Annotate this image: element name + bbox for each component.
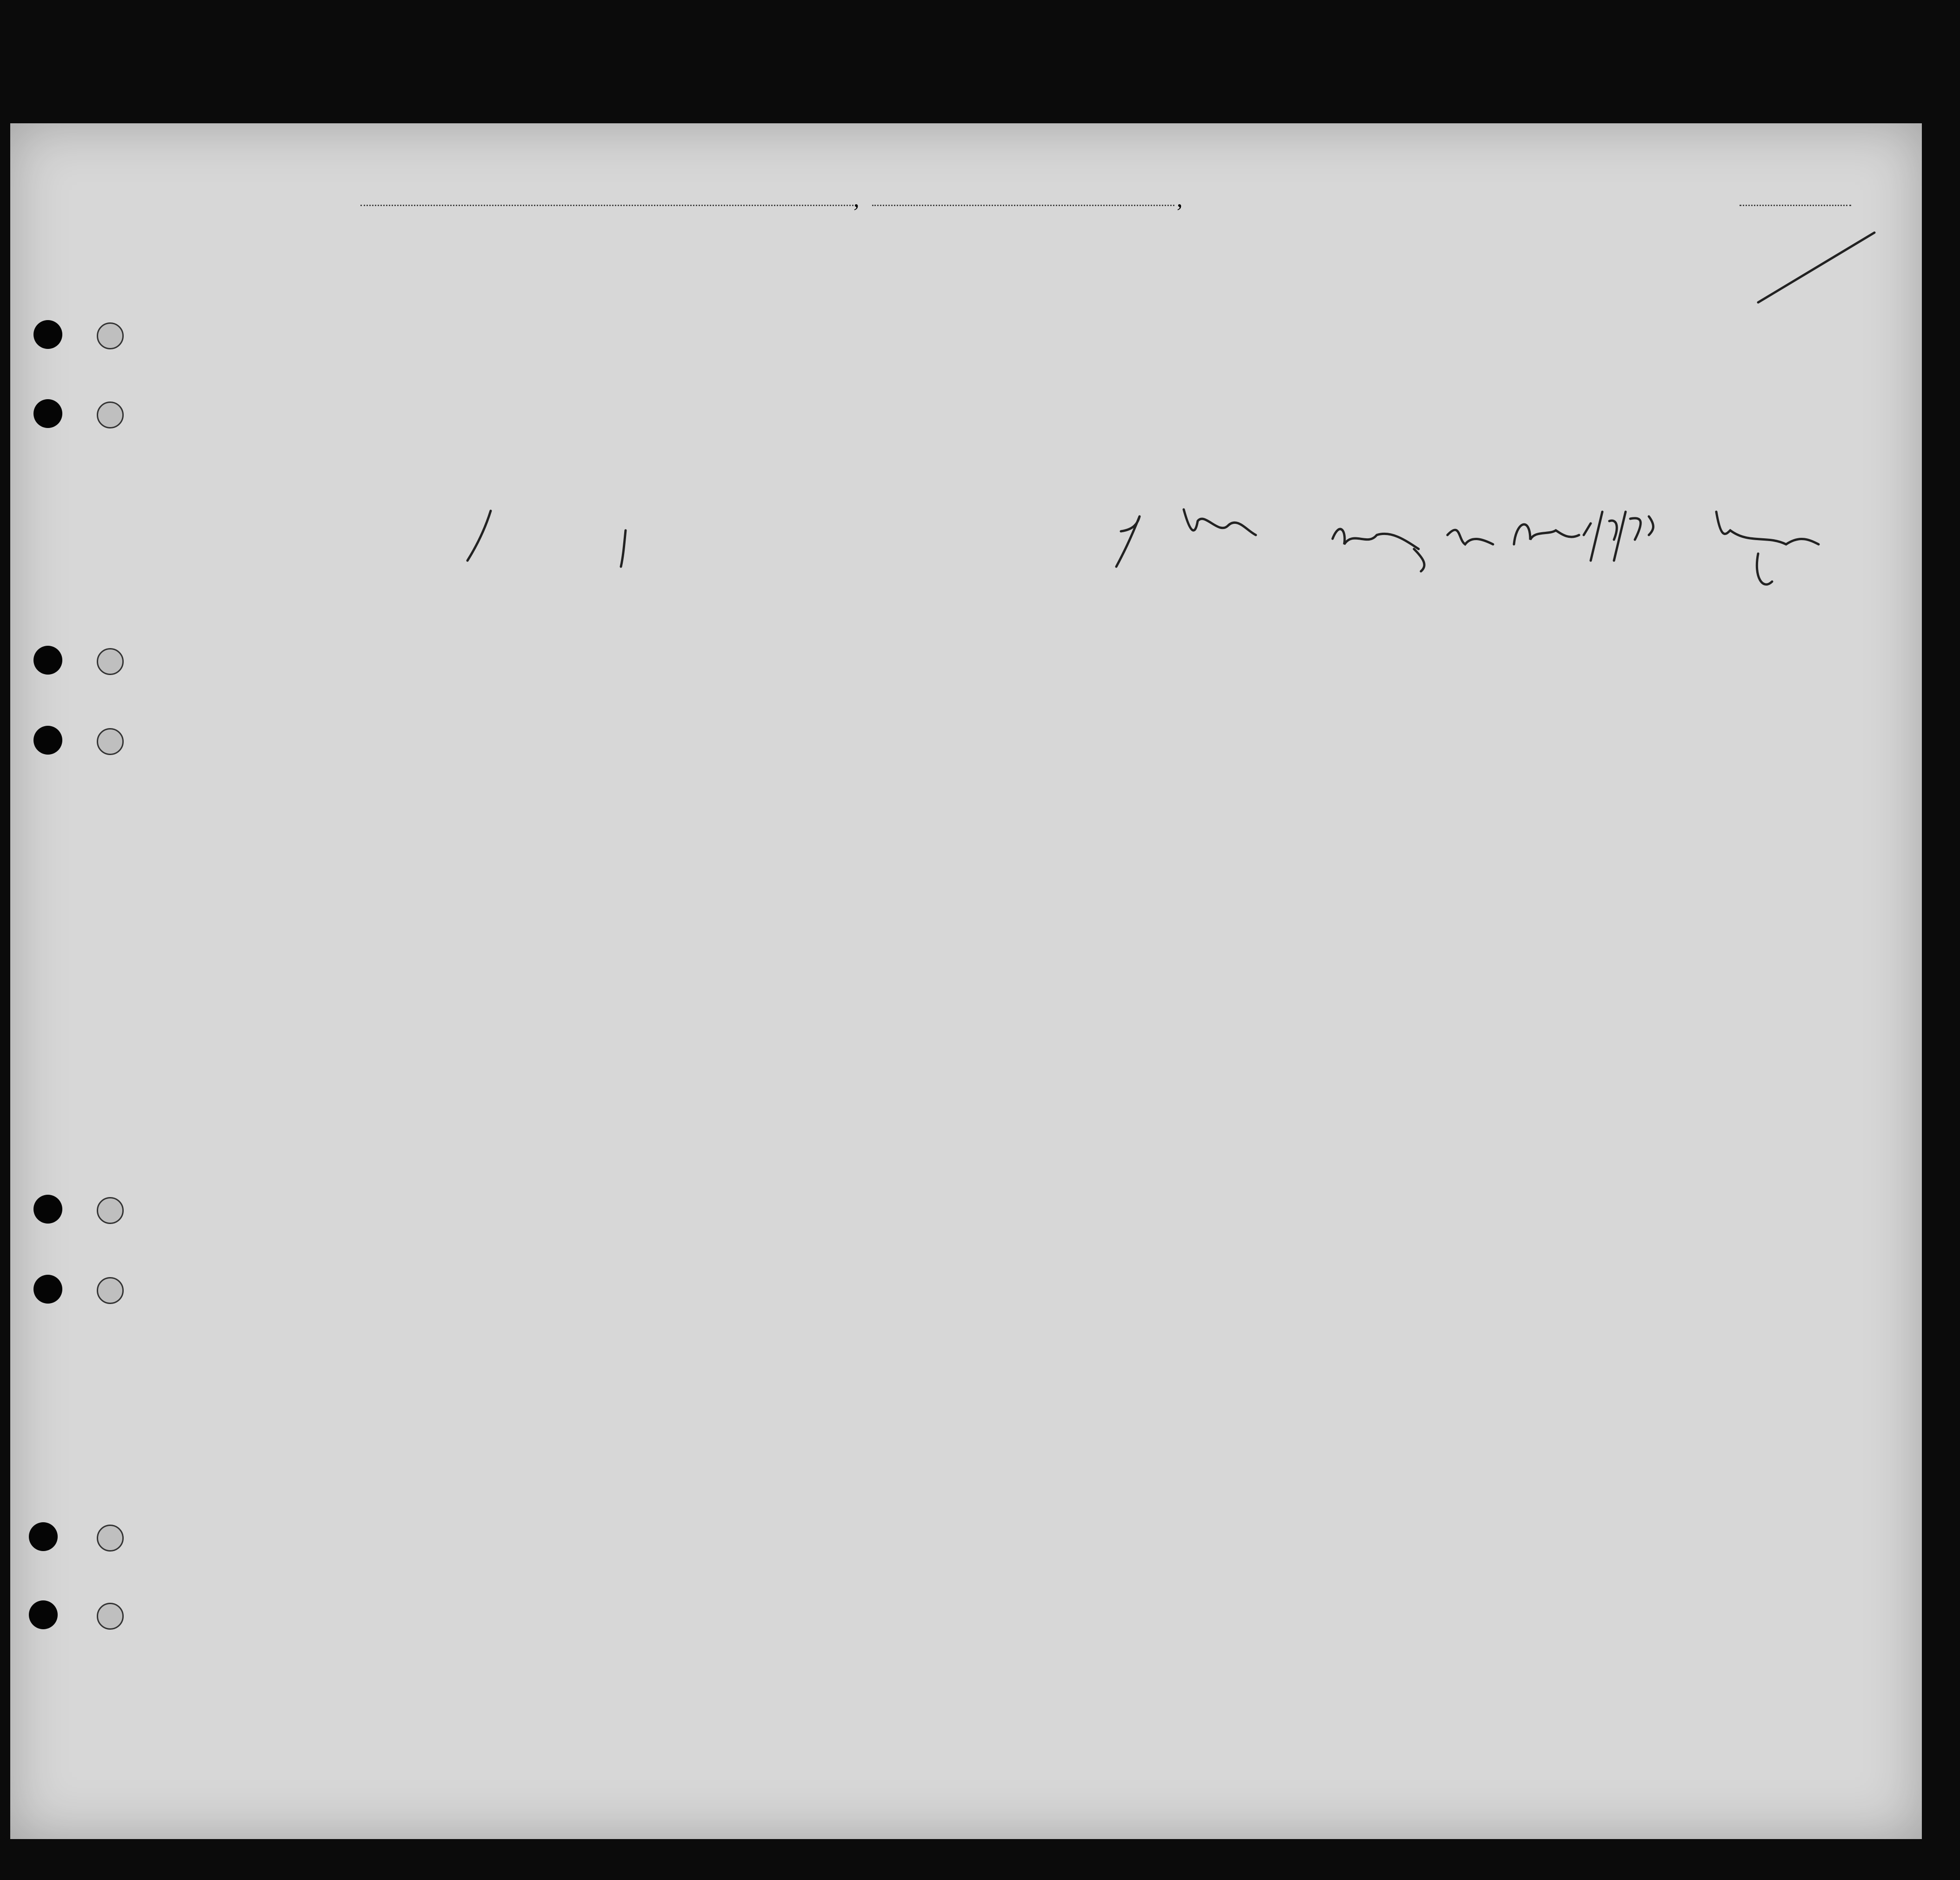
comma: , — [853, 186, 860, 212]
comma: , — [1177, 186, 1183, 212]
